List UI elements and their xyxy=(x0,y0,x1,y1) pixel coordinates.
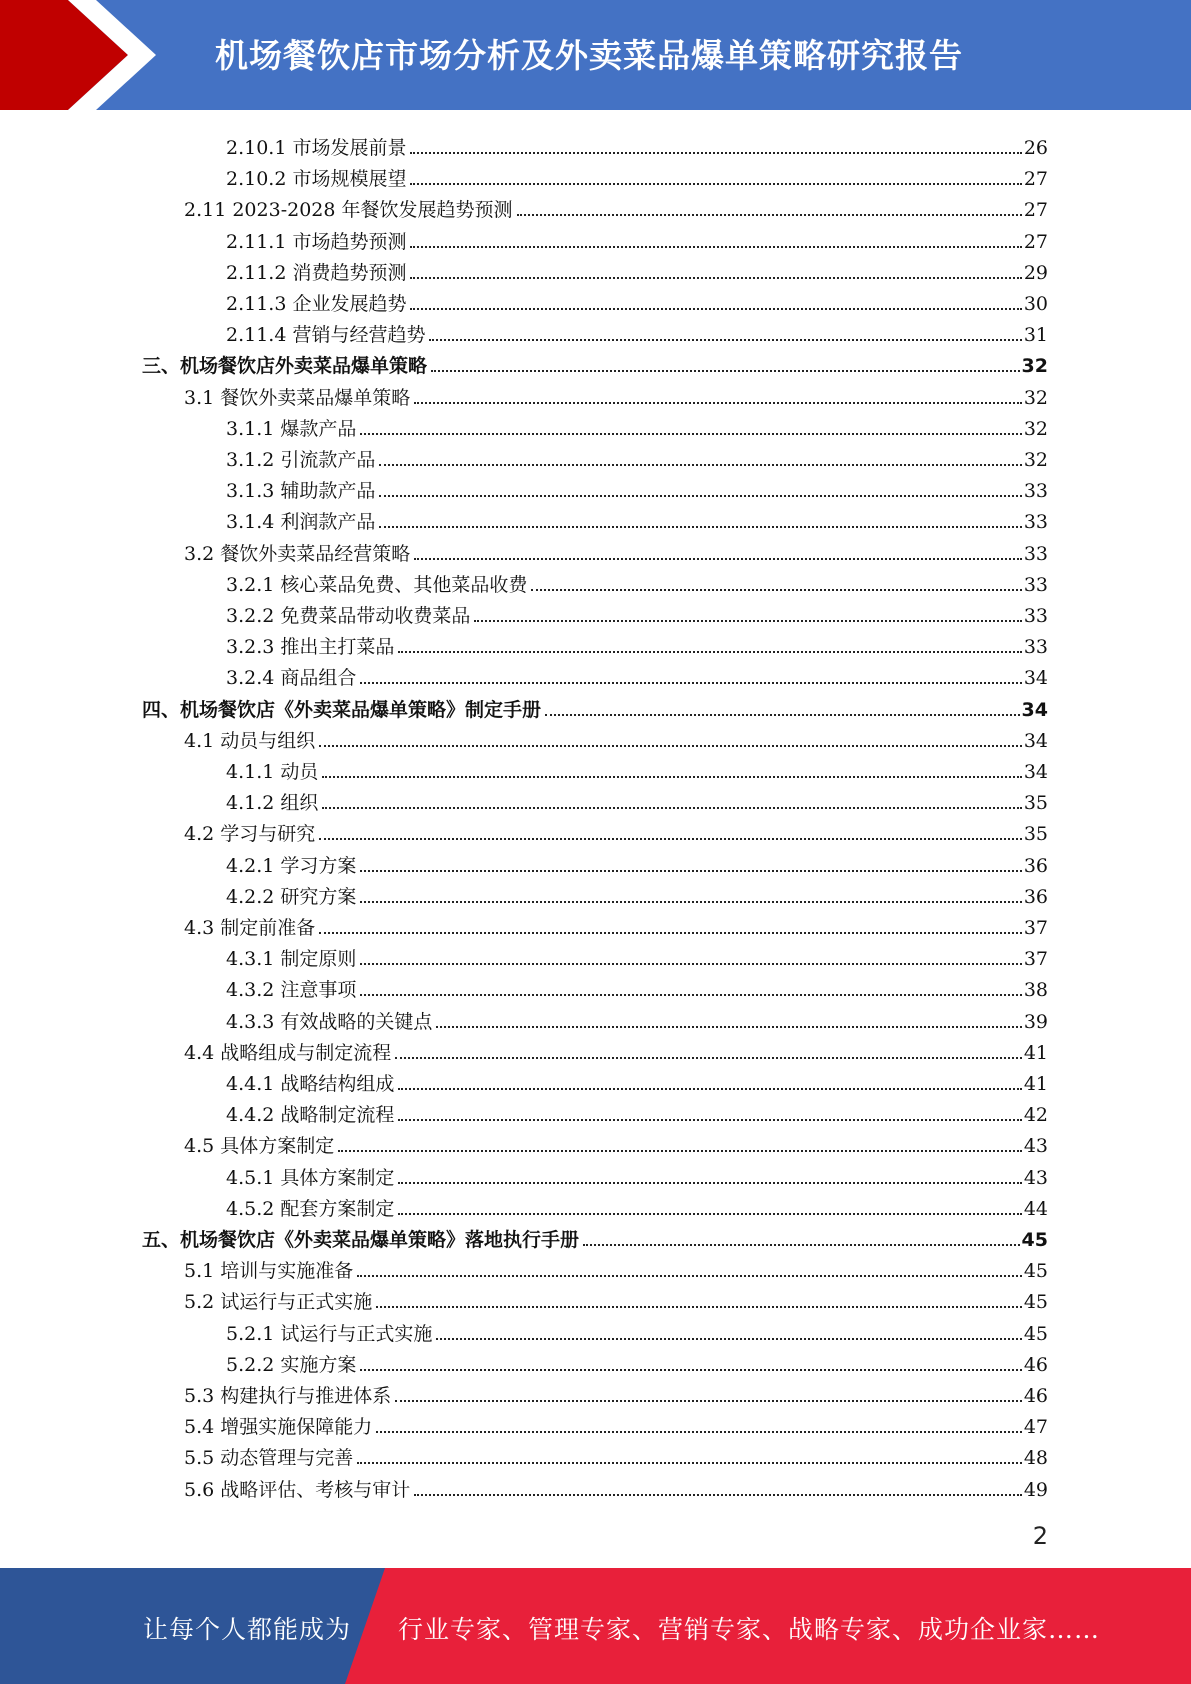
toc-entry-page: 38 xyxy=(1023,979,1048,1002)
toc-entry-label: 5.5 动态管理与完善 xyxy=(184,1447,354,1470)
toc-leader-dots xyxy=(360,963,1021,965)
toc-entry-page: 30 xyxy=(1023,293,1048,315)
toc-entry-page: 41 xyxy=(1023,1073,1048,1095)
toc-entry-label: 4.3 制定前准备 xyxy=(184,917,316,939)
toc-entry-page: 46 xyxy=(1023,1353,1048,1376)
toc-leader-dots xyxy=(360,433,1021,435)
toc-entry[interactable] xyxy=(226,129,1048,160)
toc-entry-label: 三、机场餐饮店外卖菜品爆单策略 xyxy=(142,355,428,378)
toc-leader-dots xyxy=(398,651,1021,653)
toc-entry-label: 4.5.2 配套方案制定 xyxy=(226,1197,395,1220)
toc-entry-page: 45 xyxy=(1021,1229,1048,1251)
toc-entry-label: 2.11.4 营销与经营趋势 xyxy=(226,324,426,347)
toc-leader-dots xyxy=(398,1119,1021,1121)
toc-entry-page: 33 xyxy=(1023,542,1048,565)
toc-leader-dots xyxy=(410,308,1021,310)
page-number: 2 xyxy=(1032,1522,1048,1550)
toc-entry[interactable] xyxy=(226,285,1048,316)
toc-entry[interactable] xyxy=(142,691,1048,722)
toc-leader-dots xyxy=(414,1494,1022,1496)
toc-entry-page: 46 xyxy=(1023,1385,1048,1407)
toc-entry-page: 33 xyxy=(1023,511,1048,534)
toc-entry-page: 37 xyxy=(1023,917,1048,939)
toc-entry-label: 3.2.4 商品组合 xyxy=(226,667,357,690)
toc-entry[interactable] xyxy=(226,1346,1048,1377)
toc-entry[interactable] xyxy=(226,1096,1048,1127)
toc-entry-label: 3.1.4 利润款产品 xyxy=(226,511,376,534)
toc-entry-label: 5.3 构建执行与推进体系 xyxy=(184,1385,392,1407)
toc-entry-label: 4.1.2 组织 xyxy=(226,792,319,815)
toc-entry-label: 4.4.2 战略制定流程 xyxy=(226,1104,395,1127)
toc-entry-label: 3.1 餐饮外卖菜品爆单策略 xyxy=(184,386,411,409)
toc-entry[interactable] xyxy=(226,1159,1048,1190)
toc-leader-dots xyxy=(436,1026,1021,1028)
toc-entry[interactable] xyxy=(226,847,1048,878)
toc-entry[interactable] xyxy=(184,379,1048,410)
toc-entry-page: 32 xyxy=(1021,355,1048,378)
toc-leader-dots xyxy=(379,495,1021,497)
toc-entry-label: 5.2.1 试运行与正式实施 xyxy=(226,1322,433,1345)
toc-leader-dots xyxy=(379,526,1021,528)
toc-entry-page: 33 xyxy=(1023,573,1048,596)
toc-entry-label: 四、机场餐饮店《外卖菜品爆单策略》制定手册 xyxy=(142,698,542,721)
toc-entry[interactable] xyxy=(226,784,1048,815)
toc-entry-label: 3.2.3 推出主打菜品 xyxy=(226,636,395,659)
toc-entry[interactable] xyxy=(226,597,1048,628)
report-title: 机场餐饮店市场分析及外卖菜品爆单策略研究报告 xyxy=(215,36,963,75)
toc-leader-dots xyxy=(414,558,1022,560)
toc-entry-page: 41 xyxy=(1023,1041,1048,1064)
toc-leader-dots xyxy=(545,714,1020,716)
toc-entry-page: 32 xyxy=(1023,417,1048,440)
toc-entry-label: 3.1.1 爆款产品 xyxy=(226,417,357,440)
toc-entry-label: 4.3.3 有效战略的关键点 xyxy=(226,1010,433,1033)
toc-leader-dots xyxy=(431,370,1020,372)
toc-entry-page: 34 xyxy=(1021,698,1048,721)
toc-entry-page: 47 xyxy=(1023,1416,1048,1439)
page-footer xyxy=(0,1568,1191,1684)
toc-entry[interactable] xyxy=(226,971,1048,1002)
toc-leader-dots xyxy=(398,1182,1021,1184)
toc-entry-label: 4.3.2 注意事项 xyxy=(226,979,357,1002)
toc-entry[interactable] xyxy=(142,1221,1048,1252)
toc-entry-page: 27 xyxy=(1023,230,1048,253)
toc-leader-dots xyxy=(360,901,1021,903)
toc-leader-dots xyxy=(410,152,1021,154)
toc-entry[interactable] xyxy=(226,878,1048,909)
toc-entry[interactable] xyxy=(226,160,1048,191)
toc-leader-dots xyxy=(338,1150,1022,1152)
toc-leader-dots xyxy=(474,620,1021,622)
toc-leader-dots xyxy=(360,994,1021,996)
toc-entry-page: 34 xyxy=(1023,667,1048,690)
toc-leader-dots xyxy=(395,1057,1022,1059)
toc-entry[interactable] xyxy=(226,223,1048,254)
toc-leader-dots xyxy=(583,1244,1020,1246)
toc-entry-label: 2.11.2 消费趋势预测 xyxy=(226,261,407,284)
toc-entry-page: 33 xyxy=(1023,605,1048,627)
toc-leader-dots xyxy=(410,183,1021,185)
toc-entry-label: 4.4 战略组成与制定流程 xyxy=(184,1041,392,1064)
toc-entry-page: 34 xyxy=(1023,729,1048,752)
toc-entry-label: 3.2 餐饮外卖菜品经营策略 xyxy=(184,542,411,565)
toc-entry-page: 34 xyxy=(1023,761,1048,783)
toc-entry-label: 5.2 试运行与正式实施 xyxy=(184,1291,373,1314)
toc-entry[interactable] xyxy=(226,753,1048,784)
toc-leader-dots xyxy=(398,1088,1021,1090)
toc-entry-page: 39 xyxy=(1023,1010,1048,1033)
toc-entry[interactable] xyxy=(226,503,1048,534)
toc-entry[interactable] xyxy=(184,1283,1048,1314)
toc-leader-dots xyxy=(436,1338,1021,1340)
toc-entry-label: 2.11.3 企业发展趋势 xyxy=(226,293,407,315)
toc-entry[interactable] xyxy=(184,909,1048,940)
toc-entry-page: 29 xyxy=(1023,261,1048,284)
toc-entry-label: 4.2 学习与研究 xyxy=(184,823,316,846)
toc-entry-page: 36 xyxy=(1023,854,1048,877)
toc-entry[interactable] xyxy=(226,1315,1048,1346)
toc-entry[interactable] xyxy=(184,1034,1048,1065)
toc-entry[interactable] xyxy=(226,410,1048,441)
toc-entry[interactable] xyxy=(142,347,1048,378)
toc-entry-label: 3.1.2 引流款产品 xyxy=(226,449,376,471)
toc-entry-label: 5.1 培训与实施准备 xyxy=(184,1260,354,1283)
toc-entry-label: 4.4.1 战略结构组成 xyxy=(226,1073,395,1095)
toc-entry-page: 45 xyxy=(1023,1260,1048,1283)
toc-entry[interactable] xyxy=(226,1065,1048,1096)
toc-leader-dots xyxy=(410,246,1021,248)
toc-entry-label: 2.10.1 市场发展前景 xyxy=(226,137,407,159)
toc-entry-label: 3.2.1 核心菜品免费、其他菜品收费 xyxy=(226,573,528,596)
toc-entry[interactable] xyxy=(226,566,1048,597)
toc-leader-dots xyxy=(395,1400,1022,1402)
toc-entry-page: 35 xyxy=(1023,792,1048,815)
toc-leader-dots xyxy=(398,1213,1021,1215)
toc-entry[interactable] xyxy=(184,815,1048,846)
toc-entry-label: 4.1.1 动员 xyxy=(226,761,319,783)
toc-leader-dots xyxy=(376,1431,1022,1433)
toc-leader-dots xyxy=(379,464,1021,466)
toc-leader-dots xyxy=(360,870,1021,872)
toc-leader-dots xyxy=(376,1306,1022,1308)
toc-entry[interactable] xyxy=(226,659,1048,690)
toc-entry[interactable] xyxy=(226,441,1048,472)
toc-entry[interactable] xyxy=(184,1252,1048,1283)
toc-entry-page: 45 xyxy=(1023,1291,1048,1314)
toc-leader-dots xyxy=(414,402,1022,404)
toc-leader-dots xyxy=(410,277,1021,279)
toc-entry[interactable] xyxy=(184,1377,1048,1408)
toc-leader-dots xyxy=(322,776,1021,778)
toc-entry-label: 4.2.2 研究方案 xyxy=(226,885,357,908)
toc-entry-page: 27 xyxy=(1023,168,1048,191)
toc-entry[interactable] xyxy=(226,940,1048,971)
page-header xyxy=(0,0,1191,110)
toc-entry-page: 26 xyxy=(1023,137,1048,159)
toc-entry[interactable] xyxy=(226,254,1048,285)
toc-entry-label: 2.11 2023-2028 年餐饮发展趋势预测 xyxy=(184,199,513,222)
toc-entry-page: 42 xyxy=(1023,1104,1048,1127)
toc-entry-label: 3.1.3 辅助款产品 xyxy=(226,480,376,503)
toc-entry[interactable] xyxy=(226,1190,1048,1221)
toc-entry[interactable] xyxy=(184,1127,1048,1158)
toc-entry-page: 43 xyxy=(1023,1166,1048,1189)
toc-entry[interactable] xyxy=(184,1408,1048,1439)
toc-entry-page: 33 xyxy=(1023,480,1048,503)
toc-entry-page: 35 xyxy=(1023,823,1048,846)
toc-entry-page: 48 xyxy=(1023,1447,1048,1470)
toc-entry-page: 45 xyxy=(1023,1322,1048,1345)
toc-entry-page: 49 xyxy=(1023,1478,1048,1501)
toc-entry[interactable] xyxy=(184,1471,1048,1502)
toc-leader-dots xyxy=(322,807,1021,809)
toc-entry[interactable] xyxy=(226,316,1048,347)
toc-entry[interactable] xyxy=(184,1439,1048,1470)
toc-leader-dots xyxy=(319,745,1022,747)
toc-entry-label: 4.5.1 具体方案制定 xyxy=(226,1166,395,1189)
toc-entry-label: 4.2.1 学习方案 xyxy=(226,854,357,877)
toc-entry-page: 31 xyxy=(1023,324,1048,347)
toc-entry-page: 27 xyxy=(1023,199,1048,222)
toc-entry-label: 2.10.2 市场规模展望 xyxy=(226,168,407,191)
toc-entry-label: 5.6 战略评估、考核与审计 xyxy=(184,1478,411,1501)
toc-leader-dots xyxy=(429,339,1021,341)
toc-entry-label: 5.2.2 实施方案 xyxy=(226,1353,357,1376)
toc-entry-label: 4.1 动员与组织 xyxy=(184,729,316,752)
toc-entry-page: 43 xyxy=(1023,1135,1048,1158)
toc-entry-label: 5.4 增强实施保障能力 xyxy=(184,1416,373,1439)
toc-entry[interactable] xyxy=(226,472,1048,503)
toc-entry-label: 2.11.1 市场趋势预测 xyxy=(226,230,407,253)
toc-entry-label: 五、机场餐饮店《外卖菜品爆单策略》落地执行手册 xyxy=(142,1229,580,1251)
toc-leader-dots xyxy=(357,1275,1022,1277)
toc-leader-dots xyxy=(531,589,1021,591)
footer-slogan-left: 让每个人都能成为 xyxy=(143,1615,352,1644)
toc-entry-label: 4.5 具体方案制定 xyxy=(184,1135,335,1158)
toc-entry-page: 36 xyxy=(1023,885,1048,908)
toc-entry[interactable] xyxy=(184,535,1048,566)
toc-entry[interactable] xyxy=(184,191,1048,222)
toc-entry-page: 37 xyxy=(1023,948,1048,971)
toc-leader-dots xyxy=(357,1462,1022,1464)
toc-leader-dots xyxy=(319,838,1022,840)
toc-entry-label: 3.2.2 免费菜品带动收费菜品 xyxy=(226,605,471,627)
toc-leader-dots xyxy=(360,682,1021,684)
footer-slogan-right: 行业专家、管理专家、营销专家、战略专家、成功企业家…… xyxy=(398,1615,1101,1644)
toc-entry[interactable] xyxy=(226,628,1048,659)
toc-entry[interactable] xyxy=(226,1003,1048,1034)
toc-entry-page: 33 xyxy=(1023,636,1048,659)
toc-entry-page: 44 xyxy=(1023,1197,1048,1220)
toc-entry-label: 4.3.1 制定原则 xyxy=(226,948,357,971)
toc-entry-page: 32 xyxy=(1023,386,1048,409)
toc-leader-dots xyxy=(517,214,1022,216)
toc-leader-dots xyxy=(360,1369,1021,1371)
toc-entry-page: 32 xyxy=(1023,449,1048,471)
toc-entry[interactable] xyxy=(184,722,1048,753)
toc-leader-dots xyxy=(319,932,1022,934)
